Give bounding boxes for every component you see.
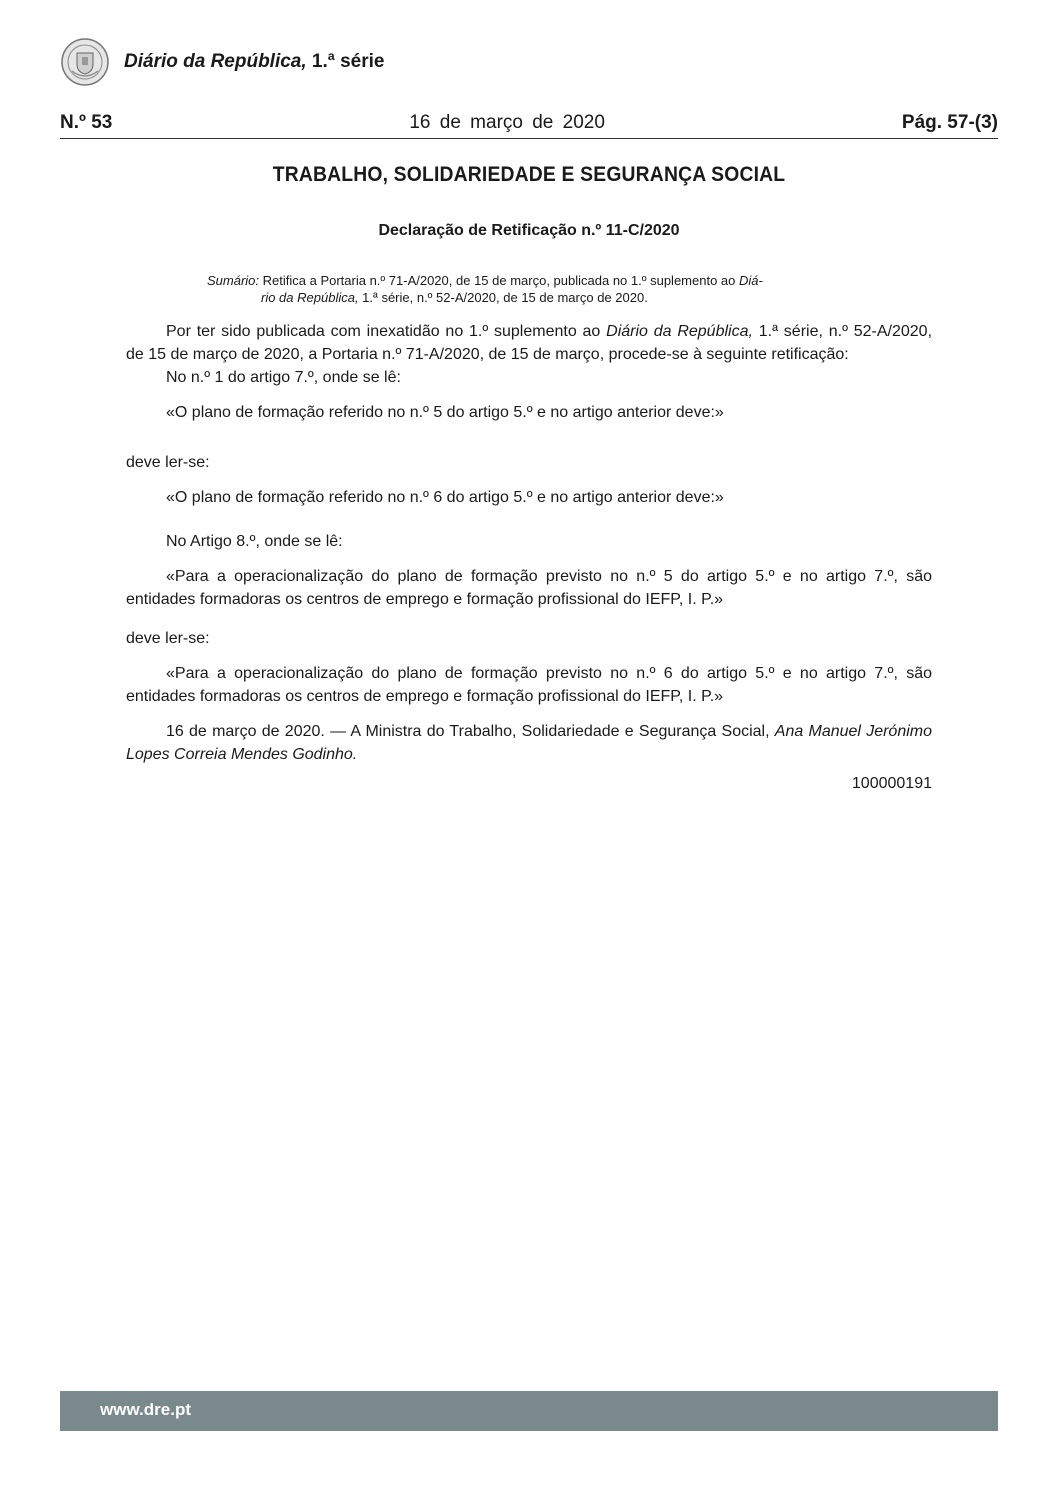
intro-text-a: Por ter sido publicada com inexatidão no 1.º suplemento ao xyxy=(166,323,607,340)
page-number: Pág. 57-(3) xyxy=(901,112,998,133)
paragraph-onde-se-le-1: No n.º 1 do artigo 7.º, onde se lê: xyxy=(166,369,401,386)
signatory-name: Ana Manuel Jerónimo Lopes Correia Mendes Godinho. xyxy=(126,723,933,763)
summary-line-2 xyxy=(207,289,857,306)
journal-title xyxy=(124,51,384,73)
summary-text-2-italic: rio da República, xyxy=(261,290,359,305)
issue-number: N.º 53 xyxy=(60,112,113,133)
journal-title-italic: Diário da República, xyxy=(124,51,307,72)
quote-original-1: «O plano de formação referido no n.º 5 do artigo 5.º e no artigo anterior deve:» xyxy=(166,404,724,421)
summary-label: Sumário: xyxy=(207,273,260,288)
issue-header xyxy=(60,108,998,139)
intro-text-c: 1.ª série, n.º 52-A/2020, de 15 de março de 2020, a Portaria n.º 71-A/2020, de 15 de março, procede-se à seguinte retificação: xyxy=(126,323,933,363)
declaration-title: Declaração de Retificação n.º 11-C/2020 xyxy=(378,222,680,239)
issue-date: 16 de março de 2020 xyxy=(409,112,605,133)
summary-text-2: 1.ª série, n.º 52-A/2020, de 15 de março de 2020. xyxy=(358,290,648,305)
summary xyxy=(207,272,857,306)
intro-text-italic: Diário da República, xyxy=(606,323,753,340)
intro-paragraph xyxy=(126,320,932,366)
ministry-heading: TRABALHO, SOLIDARIEDADE E SEGURANÇA SOCIAL xyxy=(272,163,786,186)
deve-ler-se-1: deve ler-se: xyxy=(126,454,210,471)
coat-of-arms-icon xyxy=(60,37,110,87)
paragraph-onde-se-le-2: No Artigo 8.º, onde se lê: xyxy=(166,533,343,550)
quote-corrected-1: «O plano de formação referido no n.º 6 do artigo 5.º e no artigo anterior deve:» xyxy=(166,489,724,506)
summary-line-1 xyxy=(207,272,857,289)
signature-paragraph xyxy=(126,720,932,766)
masthead xyxy=(60,38,384,86)
signature-text: 16 de março de 2020. — A Ministra do Trabalho, Solidariedade e Segurança Social, xyxy=(166,723,775,740)
document-body xyxy=(126,320,932,795)
deve-ler-se-2: deve ler-se: xyxy=(126,630,210,647)
journal-series: 1.ª série xyxy=(306,51,385,72)
quote-original-2: «Para a operacionalização do plano de formação previsto no n.º 5 do artigo 5.º e no artigo 7.º, são entidades formadoras os centros de emprego e formação profissional do IEFP, I. P.» xyxy=(126,568,932,608)
quote-corrected-2: «Para a operacionalização do plano de formação previsto no n.º 6 do artigo 5.º e no artigo 7.º, são entidades formadoras os centros de emprego e formação profissional do IEFP, I. P.» xyxy=(126,665,932,705)
summary-text-1-italic: Diá- xyxy=(738,273,763,288)
footer-bar xyxy=(60,1391,998,1431)
summary-text-1: Retifica a Portaria n.º 71-A/2020, de 15 de março, publicada no 1.º suplemento ao xyxy=(259,273,739,288)
reference-number: 100000191 xyxy=(851,775,932,792)
footer-url[interactable]: www.dre.pt xyxy=(100,1400,191,1419)
